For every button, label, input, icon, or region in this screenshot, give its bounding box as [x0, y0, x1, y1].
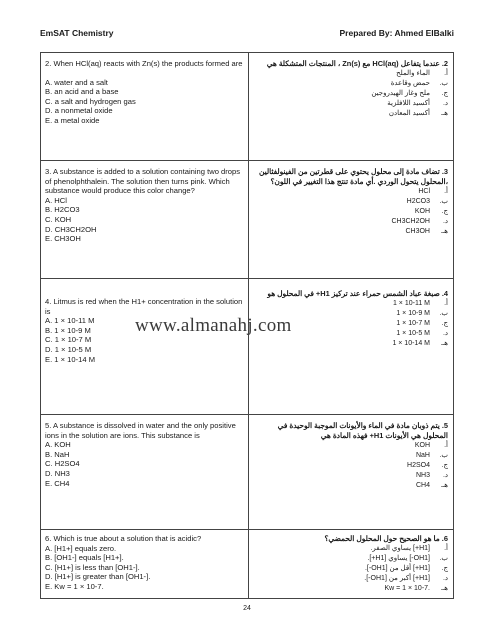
option-a: A. 1 × 10-11 M — [45, 316, 95, 326]
option-ar-3: ج.ملح وغاز الهيدروجين — [371, 90, 448, 97]
option-a: A. KOH — [45, 440, 71, 450]
option-b: B. NaH — [45, 449, 70, 459]
option-a: A. [H1+] equals zero. — [45, 543, 117, 553]
option-ar-2: ب.1 × 10-9 M — [396, 310, 448, 317]
option-ar-1: أ.1 × 10-11 M — [392, 300, 448, 307]
page-number: 24 — [243, 605, 251, 612]
option-ar-4: د.[H1+] أكبر من [OH1-]. — [364, 575, 448, 582]
option-d: D. CH3CH2OH — [45, 224, 97, 234]
option-d: D. [H1+] is greater than [OH1-]. — [45, 572, 151, 582]
question-text: 2. When HCl(aq) reacts with Zn(s) the products formed are — [45, 59, 243, 68]
option-ar-5: هـ.1 × 10-14 M — [392, 340, 448, 347]
option-ar-1: أ.الماء والملح — [396, 70, 448, 77]
option-d: D. NH3 — [45, 468, 70, 478]
english-question-5 — [45, 421, 243, 488]
option-ar-5: هـ.CH4 — [415, 482, 448, 489]
option-ar-3: ج.[H1+] أقل من [OH1-]. — [364, 565, 448, 572]
option-b: B. 1 × 10-9 M — [45, 325, 91, 335]
option-e: E. a metal oxide — [45, 115, 100, 125]
question-text-ar: 5. يتم ذوبان مادة في الماء والأيونات الموجبة الوحيدة في المحلول هي الأيونات H1+ فهذه المادة هي — [277, 421, 448, 440]
option-d: D. 1 × 10-5 M — [45, 344, 92, 354]
question-row-6 — [41, 530, 453, 600]
option-e: E. Kw = 1 × 10-7. — [45, 581, 104, 591]
option-ar-3: ج.1 × 10-7 M — [396, 320, 448, 327]
question-text: 4. Litmus is red when the H1+ concentration in the solution is — [45, 297, 243, 316]
question-text: 5. A substance is dissolved in water and the only positive ions in the solution are ions. This substance is — [45, 421, 236, 440]
option-c: C. a salt and hydrogen gas — [45, 96, 136, 106]
page-header — [40, 28, 454, 42]
option-b: B. H2CO3 — [45, 205, 80, 215]
option-ar-2: ب.NaH — [415, 452, 448, 459]
english-question-3 — [45, 167, 243, 244]
english-question-6 — [45, 534, 243, 592]
option-ar-4: د.CH3CH2OH — [391, 218, 448, 225]
arabic-question-6 — [252, 534, 448, 594]
option-c: C. H2SO4 — [45, 459, 80, 469]
arabic-question-3 — [252, 167, 448, 237]
question-text-ar: 2. عندما يتفاعل HCl(aq) مع Zn(s) ، المنتجات المتشكلة هي — [266, 59, 448, 68]
watermark: www.almanahj.com — [135, 315, 292, 336]
option-ar-5: هـ.Kw = 1 × 10-7. — [384, 585, 448, 592]
option-e: E. 1 × 10-14 M — [45, 354, 96, 364]
option-c: C. KOH — [45, 214, 72, 224]
question-text-ar: 6. ما هو الصحيح حول المحلول الحمضي؟ — [324, 534, 448, 543]
option-ar-3: ج.KOH — [414, 208, 448, 215]
option-a: A. water and a salt — [45, 77, 108, 87]
option-ar-2: ب.[OH1-] يساوي [H1+]. — [367, 555, 448, 562]
option-ar-1: أ.KOH — [414, 442, 448, 449]
arabic-question-2 — [252, 59, 448, 119]
question-row-2 — [41, 53, 453, 161]
header-course-title: EmSAT Chemistry — [40, 28, 114, 38]
option-ar-2: ب.حمض وقاعدة — [390, 80, 448, 87]
option-ar-4: د.NH3 — [415, 472, 448, 479]
option-ar-2: ب.H2CO3 — [406, 198, 448, 205]
option-e: E. CH4 — [45, 478, 70, 488]
arabic-question-5 — [252, 421, 448, 491]
option-a: A. HCl — [45, 195, 67, 205]
option-ar-5: هـ.CH3OH — [405, 228, 448, 235]
question-row-3 — [41, 161, 453, 279]
option-ar-4: د.1 × 10-5 M — [396, 330, 448, 337]
question-text: 6. Which is true about a solution that is acidic? — [45, 534, 202, 543]
option-d: D. a nonmetal oxide — [45, 106, 113, 116]
question-row-4 — [41, 279, 453, 415]
option-c: C. 1 × 10-7 M — [45, 335, 92, 345]
english-question-2 — [45, 59, 243, 126]
question-text-ar: 3. تضاف مادة إلى محلول يحتوي على قطرتين من الفينولفثالين ،المحلول يتحول الوردي .أي مادة تنتج هذا التغيير في اللون؟ — [259, 167, 448, 186]
header-author: Prepared By: Ahmed ElBalki — [339, 28, 454, 38]
question-text: 3. A substance is added to a solution containing two drops of phenolphthalein. The solution then turns pink. Which substance would produce this color change? — [45, 167, 241, 196]
question-row-5 — [41, 415, 453, 530]
option-b: B. an acid and a base — [45, 87, 119, 97]
question-text-ar: 4. صبغة عباد الشمس حمراء عند تركيز H1+ في المحلول هو — [267, 289, 448, 298]
option-ar-1: أ.[H1+] يساوي الصفر. — [370, 545, 448, 552]
option-ar-1: أ.HCl — [418, 188, 448, 195]
option-c: C. [H1+] is less than [OH1-]. — [45, 562, 140, 572]
option-ar-5: هـ.أكسيد المعادن — [388, 110, 448, 117]
option-ar-3: ج.H2SO4 — [407, 462, 448, 469]
option-ar-4: د.أكسيد اللافلزية — [387, 100, 448, 107]
option-e: E. CH3OH — [45, 234, 81, 244]
option-b: B. [OH1-] equals [H1+]. — [45, 553, 124, 563]
